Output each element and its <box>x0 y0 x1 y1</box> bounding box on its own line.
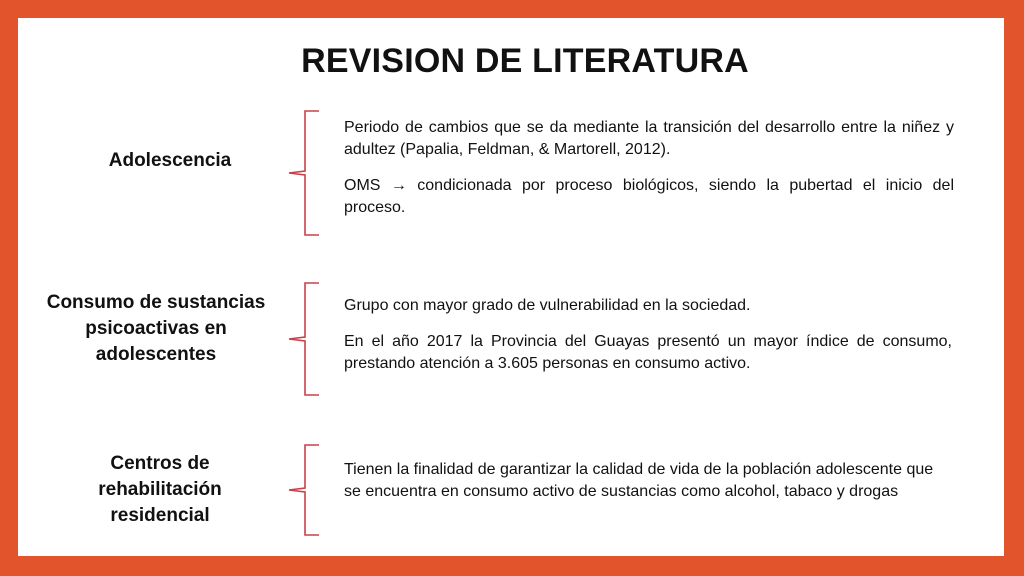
slide-title: REVISION DE LITERATURA <box>301 42 749 80</box>
description-paragraph: OMS → condicionada por proceso biológicos, siendo la pubertad el inicio del proceso. <box>344 177 954 216</box>
description-paragraph: Periodo de cambios que se da mediante la transición del desarrollo entre la niñez y adultez (Papalia, Feldman, & Martorell, 2012). <box>344 119 954 158</box>
description-paragraph: Tienen la finalidad de garantizar la calidad de vida de la población adolescente que se encuentra en consumo activo de sustancias como alcohol, tabaco y drogas <box>344 461 934 500</box>
section-label-adolescencia: Adolescencia <box>108 150 232 171</box>
brace-icon <box>285 442 325 538</box>
brace-icon <box>285 280 325 398</box>
description-paragraph: Grupo con mayor grado de vulnerabilidad en la sociedad. <box>344 297 751 314</box>
brace-icon <box>285 108 325 238</box>
section-description-consumo <box>344 295 954 375</box>
section-label-centros: Centros de rehabilitación residencial <box>98 453 222 526</box>
section-label-consumo: Consumo de sustancias psicoactivas en adolescentes <box>46 292 266 365</box>
description-paragraph: En el año 2017 la Provincia del Guayas presentó un mayor índice de consumo, prestando atención a 3.605 personas en consumo activo. <box>344 333 952 372</box>
section-description-centros <box>344 459 954 503</box>
section-description-adolescencia <box>344 117 954 219</box>
